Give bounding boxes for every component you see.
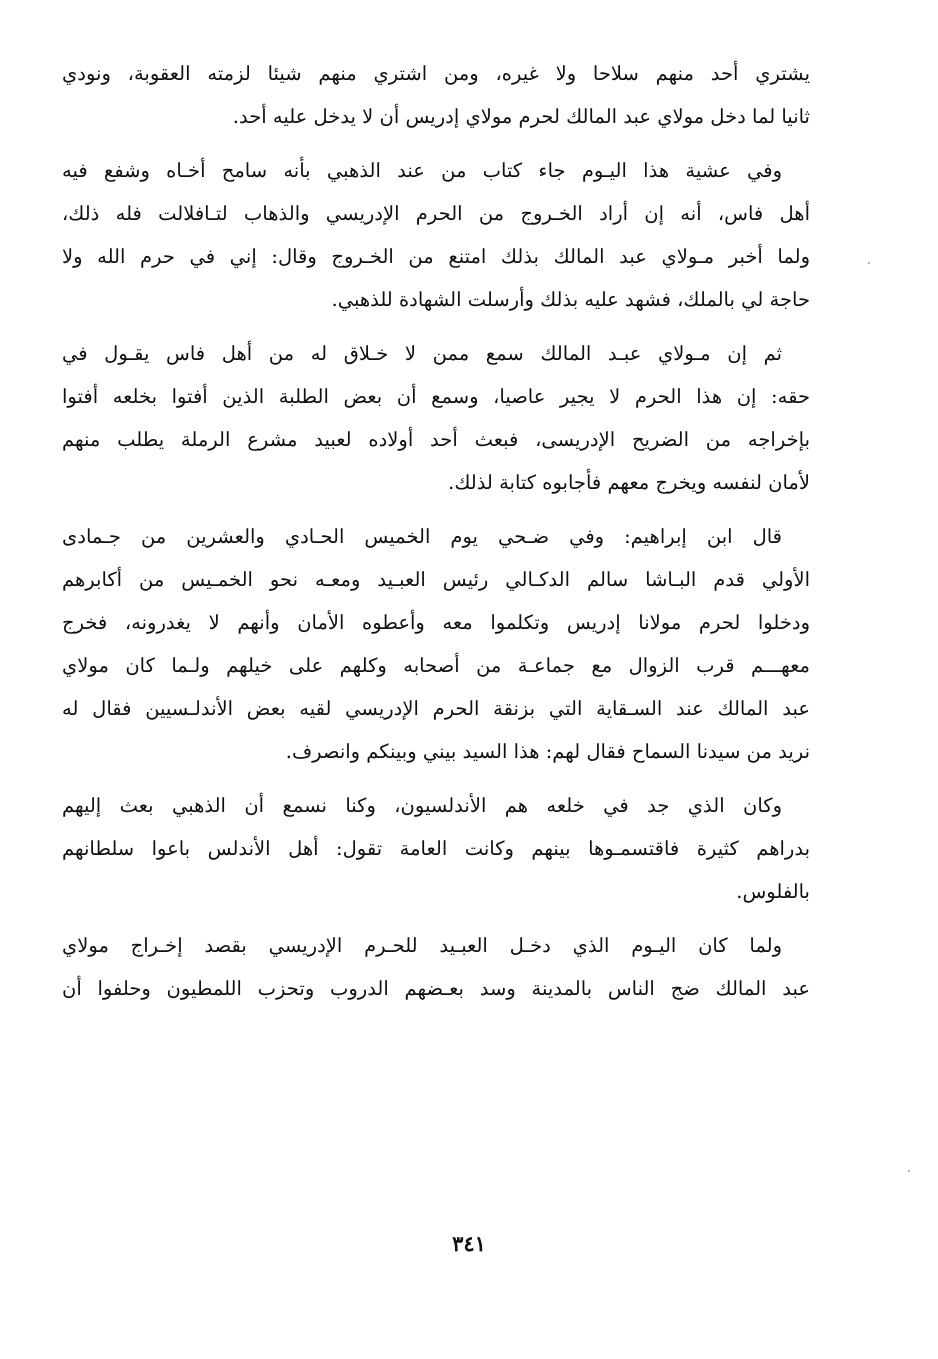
scan-speck: [908, 1170, 910, 1172]
paragraph-1: [62, 52, 810, 138]
text-line: الأولي قدم البـاشا سالم الدكـالي رئيس العبـيد ومعـه نحو الخمـيس من أكابرهم: [62, 568, 810, 591]
text-line: نريد من سيدنا السماح فقال لهم: هذا السيد بيني وبينكم وانصرف.: [285, 740, 810, 763]
text-line: عبد المالك عند السـقاية التي بزنقة الحرم الإدريسي لقيه بعض الأندلـسيين فقال له: [62, 697, 810, 720]
text-line: ولما أخبر مـولاي عبد المالك بذلك امتنع من الخـروج وقال: إني في حرم الله ولا: [62, 245, 810, 268]
text-line: قال ابن إبراهيم: وفي ضـحي يوم الخميس الحـادي والعشرين من جـمادى: [62, 525, 782, 548]
page-number: ٣٤١: [452, 1231, 486, 1256]
page-body: [62, 52, 810, 1021]
text-line: بالفلوس.: [736, 880, 810, 903]
scan-speck: [868, 262, 870, 264]
text-line: ولما كان اليـوم الذي دخـل العبـيد للحـرم الإدريسي بقصد إخـراج مولاي: [62, 934, 782, 957]
paragraph-3: [62, 332, 810, 504]
text-line: معهـــم قرب الزوال مع جماعـة من أصحابه وكلهم على خيلهم ولـما كان مولاي: [62, 654, 810, 677]
text-line: بدراهم كثيرة فاقتسمـوها بينهم وكانت العامة تقول: أهل الأندلس باعوا سلطانهم: [62, 837, 810, 860]
text-line: بإخراجه من الضريح الإدريسى، فبعث أحد أولاده لعبيد مشرع الرملة يطلب منهم: [62, 428, 810, 451]
text-line: وفي عشية هذا اليـوم جاء كتاب من عند الذهبي بأنه سامح أخـاه وشفع فيه: [62, 159, 782, 182]
text-line: ثم إن مـولاي عبـد المالك سمع ممن لا خـلاق له من أهل فاس يقـول في: [62, 342, 782, 365]
text-line: أهل فاس، أنه إن أراد الخـروج من الحرم الإدريسي والذهاب لتـافلالت فله ذلك،: [62, 202, 810, 225]
paragraph-2: [62, 149, 810, 321]
paragraph-6: [62, 924, 810, 1010]
text-line: حقه: إن هذا الحرم لا يجير عاصيا، وسمع أن بعض الطلبة الذين أفتوا بخلعه أفتوا: [62, 385, 810, 408]
text-line: وكان الذي جد في خلعه هم الأندلسيون، وكنا نسمع أن الذهبي بعث إليهم: [62, 794, 782, 817]
text-line: ودخلوا لحرم مولانا إدريس وتكلموا معه وأعطوه الأمان وأنهم لا يغدرونه، فخرج: [62, 611, 810, 634]
text-line: عبد المالك ضج الناس بالمدينة وسد بعـضهم الدروب وتحزب اللمطيون وحلفوا أن: [62, 977, 810, 1000]
text-line: لأمان لنفسه ويخرج معهم فأجابوه كتابة لذلك.: [448, 471, 810, 494]
text-line: حاجة لي بالملك، فشهد عليه بذلك وأرسلت الشهادة للذهبي.: [331, 288, 810, 311]
paragraph-5: [62, 784, 810, 913]
text-line: ثانيا لما دخل مولاي عبد المالك لحرم مولاي إدريس أن لا يدخل عليه أحد.: [232, 105, 810, 128]
text-line: يشتري أحد منهم سلاحا ولا غيره، ومن اشتري منهم شيئا لزمته العقوبة، ونودي: [62, 62, 810, 85]
paragraph-4: [62, 515, 810, 773]
